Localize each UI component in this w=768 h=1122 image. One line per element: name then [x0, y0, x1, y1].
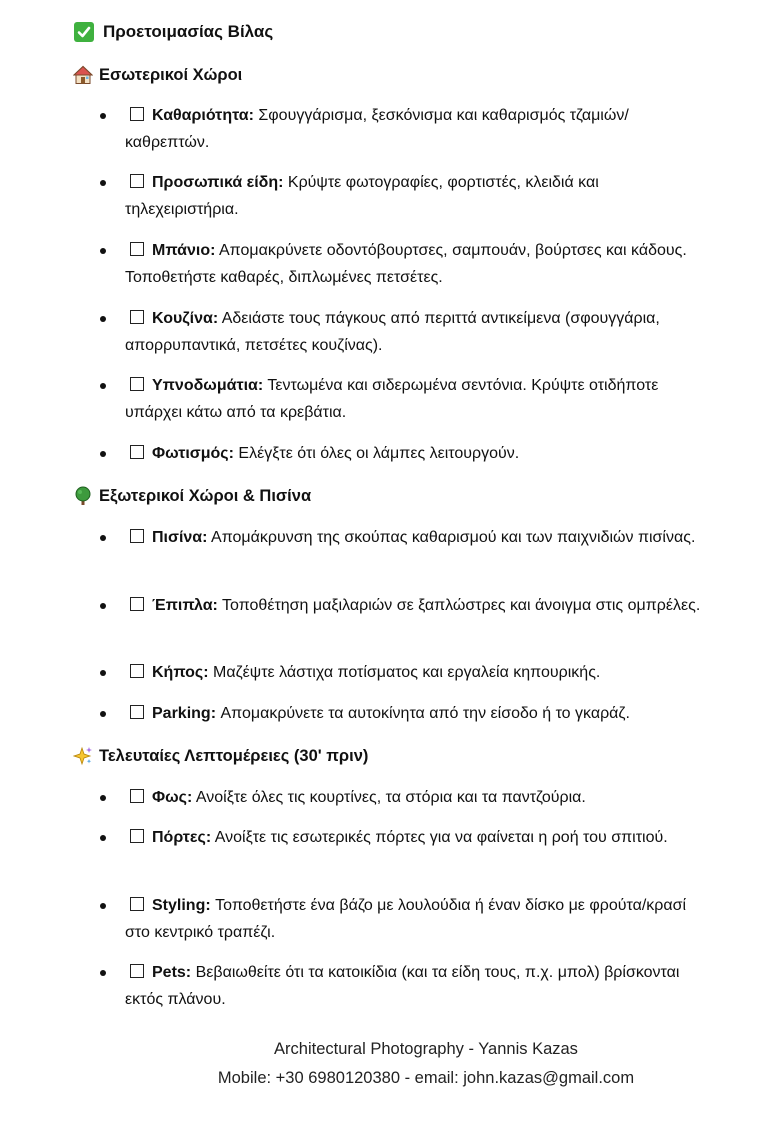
footer-contact: Mobile: +30 6980120380 - email: john.kazas@gmail.com [217, 1069, 635, 1087]
footer-credit: Architectural Photography - Yannis Kazas [274, 1040, 578, 1058]
item-label: Κήπος: [152, 664, 209, 681]
item-text: Απομακρύνετε τα αυτοκίνητα από την είσοδο ή το γκαράζ. [220, 705, 630, 722]
item-label: Κουζίνα: [152, 310, 219, 327]
item-text: Απομάκρυνση της σκούπας καθαρισμού και των παιχνιδιών πισίνας. [211, 529, 696, 546]
sparkles-icon [73, 746, 93, 766]
bullet [100, 603, 106, 609]
item-text: Μαζέψτε λάστιχα ποτίσματος και εργαλεία κηπουρικής. [213, 664, 601, 681]
item-label: Καθαριότητα: [152, 107, 254, 124]
list-item [100, 237, 710, 291]
list-item [100, 824, 710, 851]
list-item [100, 959, 710, 1013]
list-item [100, 305, 710, 359]
item-label: Προσωπικά είδη: [152, 174, 284, 191]
checkbox[interactable] [130, 107, 144, 121]
item-text: Βεβαιωθείτε ότι τα κατοικίδια (και τα είδη τους, π.χ. μπολ) βρίσκονται εκτός πλάνου. [125, 964, 680, 1008]
list-item [100, 102, 710, 156]
checkbox[interactable] [130, 964, 144, 978]
checkbox[interactable] [130, 789, 144, 803]
checkbox[interactable] [130, 377, 144, 391]
bullet [100, 113, 106, 119]
checkbox[interactable] [130, 897, 144, 911]
item-text: Σφουγγάρισμα, ξεσκόνισμα και καθαρισμός τζαμιών/καθρεπτών. [125, 107, 629, 151]
section-heading-interior [73, 64, 242, 86]
bullet [100, 670, 106, 676]
bullet [100, 711, 106, 717]
bullet [100, 180, 106, 186]
tree-icon [73, 486, 93, 506]
bullet [100, 248, 106, 254]
item-label: Φωτισμός: [152, 445, 234, 462]
bullet [100, 535, 106, 541]
list-item [100, 892, 710, 946]
list-item [100, 700, 710, 727]
checkbox[interactable] [130, 310, 144, 324]
section-heading-exterior [73, 485, 311, 507]
item-label: Υπνοδωμάτια: [152, 377, 264, 394]
bullet [100, 903, 106, 909]
item-text: Αδειάστε τους πάγκους από περιττά αντικείμενα (σφουγγάρια, απορρυπαντικά, πετσέτες κουζίνας). [125, 310, 660, 354]
item-label: Styling: [152, 897, 211, 914]
bullet [100, 451, 106, 457]
item-text: Ελέγξτε ότι όλες οι λάμπες λειτουργούν. [238, 445, 520, 462]
list-item [100, 524, 710, 551]
checkbox[interactable] [130, 174, 144, 188]
checkbox[interactable] [130, 529, 144, 543]
section-heading-text: Εξωτερικοί Χώροι & Πισίνα [99, 486, 312, 505]
title-text: Προετοιμασίας Βίλας [103, 22, 274, 41]
bullet [100, 835, 106, 841]
list-item [100, 440, 710, 467]
item-text: Απομακρύνετε οδοντόβουρτσες, σαμπουάν, βούρτσες και κάδους. Τοποθετήστε καθαρές, διπλωμένες πετσέτες. [125, 242, 687, 286]
item-label: Parking: [152, 705, 217, 722]
item-text: Τοποθετήστε ένα βάζο με λουλούδια ή έναν δίσκο με φρούτα/κρασί στο κεντρικό τραπέζι. [125, 897, 687, 941]
item-text: Ανοίξτε τις εσωτερικές πόρτες για να φαίνεται η ροή του σπιτιού. [214, 829, 668, 846]
checkmark-icon [74, 22, 94, 42]
list-item [100, 169, 710, 223]
item-label: Πόρτες: [152, 829, 212, 846]
checkbox[interactable] [130, 597, 144, 611]
item-text: Τοποθέτηση μαξιλαριών σε ξαπλώστρες και άνοιγμα στις ομπρέλες. [222, 597, 701, 614]
bullet [100, 795, 106, 801]
item-text: Κρύψτε φωτογραφίες, φορτιστές, κλειδιά και τηλεχειριστήρια. [125, 174, 599, 218]
list-item [100, 372, 710, 426]
bullet [100, 970, 106, 976]
item-label: Έπιπλα: [152, 597, 218, 614]
list-item [100, 784, 710, 811]
section-heading-text: Τελευταίες Λεπτομέρειες (30' πριν) [99, 746, 369, 765]
bullet [100, 383, 106, 389]
page-title [74, 20, 273, 44]
item-label: Μπάνιο: [152, 242, 216, 259]
item-label: Pets: [152, 964, 192, 981]
item-label: Φως: [152, 789, 193, 806]
checkbox[interactable] [130, 664, 144, 678]
list-item [100, 592, 710, 619]
list-item [100, 659, 710, 686]
house-icon [73, 65, 93, 85]
checkbox[interactable] [130, 705, 144, 719]
item-text: Τεντωμένα και σιδερωμένα σεντόνια. Κρύψτε οτιδήποτε υπάρχει κάτω από τα κρεβάτια. [125, 377, 659, 421]
checkbox[interactable] [130, 829, 144, 843]
section-heading-text: Εσωτερικοί Χώροι [99, 65, 243, 84]
section-heading-final-details [73, 745, 368, 767]
bullet [100, 316, 106, 322]
checkbox[interactable] [130, 445, 144, 459]
item-text: Ανοίξτε όλες τις κουρτίνες, τα στόρια και τα παντζούρια. [195, 789, 586, 806]
checkbox[interactable] [130, 242, 144, 256]
item-label: Πισίνα: [152, 529, 208, 546]
